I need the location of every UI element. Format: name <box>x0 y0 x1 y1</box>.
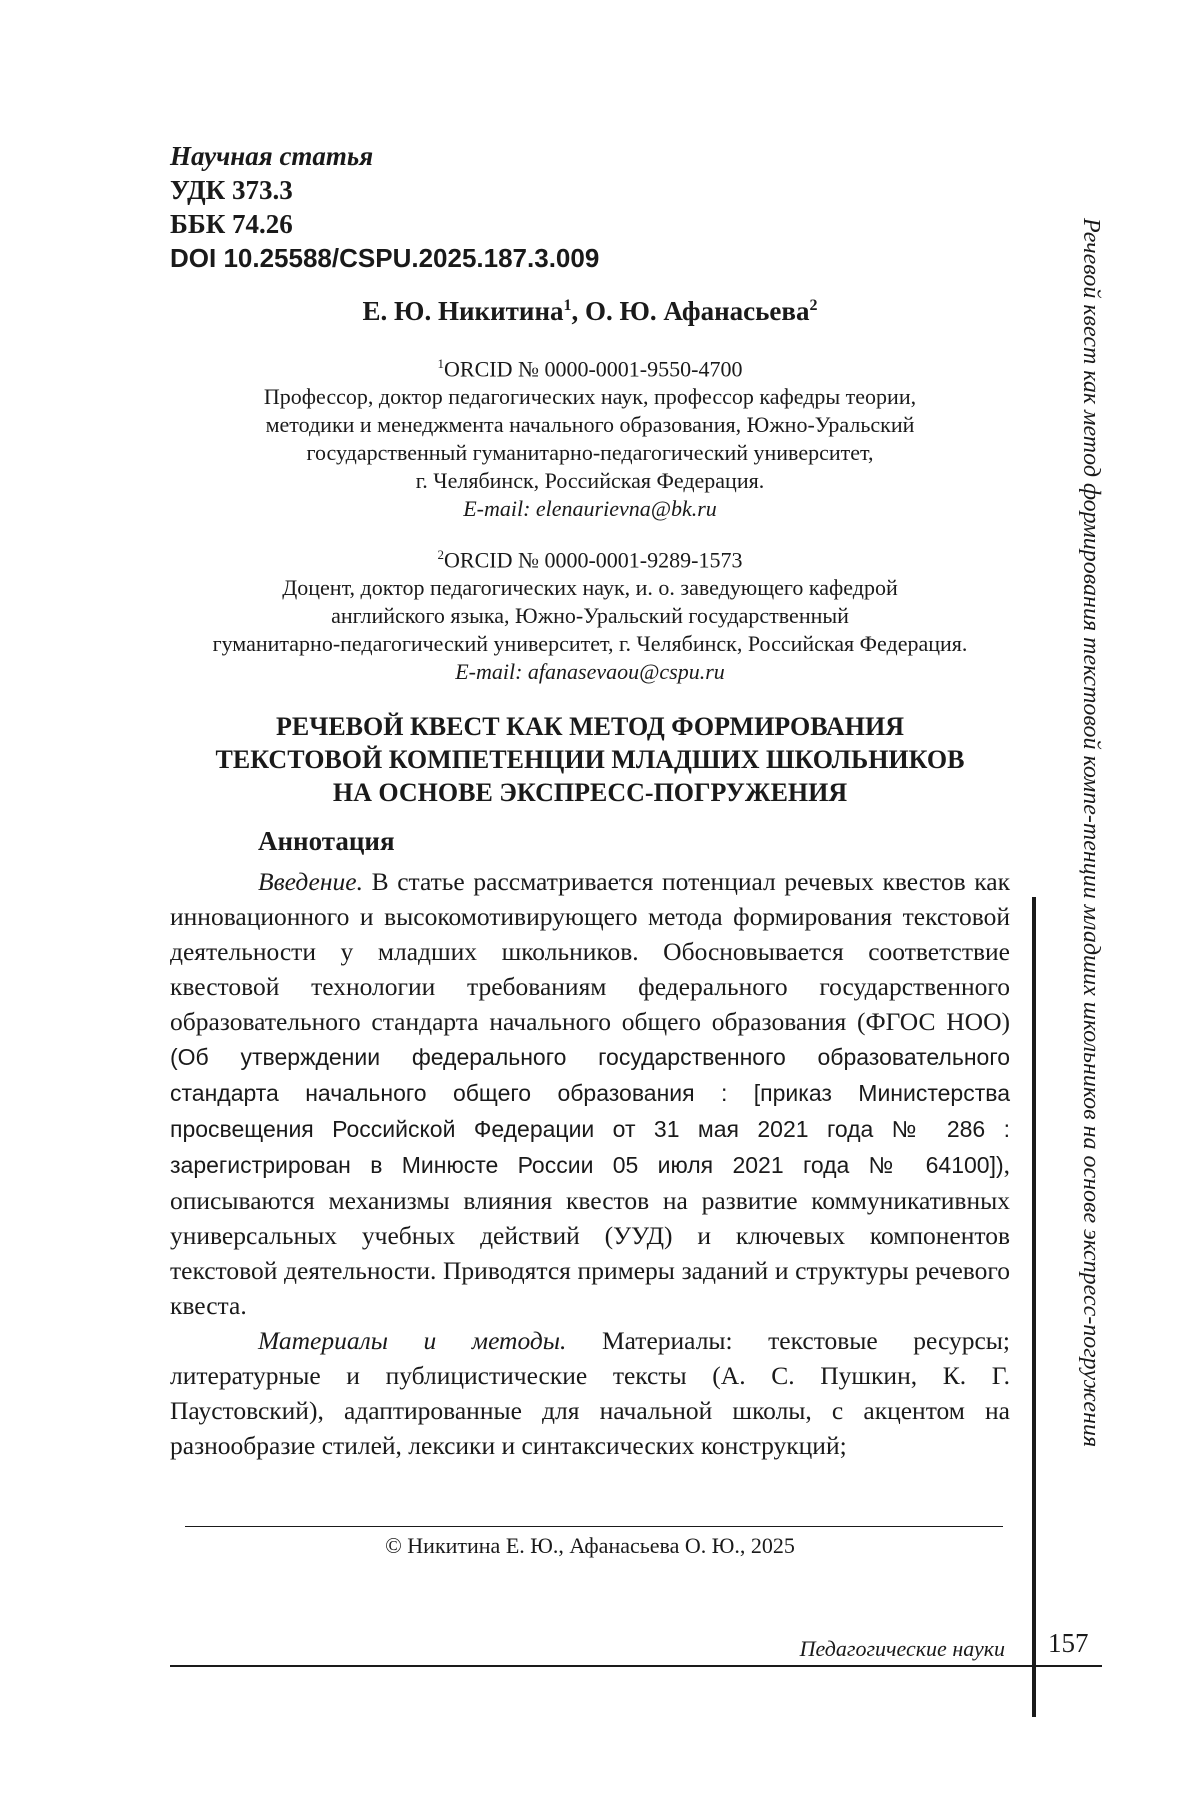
abstract-heading: Аннотация <box>258 826 395 857</box>
affiliation-2-line: гуманитарно-педагогический университет, г. Челябинск, Российская Федерация. <box>155 630 1025 658</box>
affiliation-2-marker: 2 <box>438 547 445 562</box>
bbk-code: ББК 74.26 <box>170 208 293 240</box>
affiliation-1-orcid-text: ORCID № 0000-0001-9550-4700 <box>444 356 742 381</box>
author-2-marker: 2 <box>809 297 817 314</box>
footnote-divider <box>185 1526 1003 1527</box>
intro-text: В статье рассматривается потенциал речевых квестов как инновационного и высокомотивирующего метода формирования текстовой деятельности у младших школьников. Обосновывается соответствие квестовой технологии требованиям федерального государственного образовательного стандарта начального общего образования (ФГОС НОО) <box>170 867 1010 1036</box>
affiliation-1-line: г. Челябинск, Российская Федерация. <box>155 467 1025 495</box>
fgos-reference: (Об утверждении федерального государственного образовательного стандарта начального общего образования : [приказ Министерства просвещения Российской Федерации от 31 мая 2021 года № 286 : зарегистрирован в Минюсте России 05 июля 2021 года № 64100]) <box>170 1044 1010 1178</box>
affiliation-1-marker: 1 <box>438 356 445 371</box>
affiliation-2-orcid <box>155 541 1025 574</box>
running-head-container <box>1070 218 1110 1478</box>
affiliation-1-email[interactable]: E-mail: elenaurievna@bk.ru <box>155 495 1025 523</box>
intro-label: Введение. <box>258 867 363 896</box>
footer-rule <box>170 1665 1102 1667</box>
affiliation-1 <box>155 350 1025 523</box>
affiliation-1-orcid <box>155 350 1025 383</box>
page-number: 157 <box>1048 1628 1089 1659</box>
affiliation-1-line: Профессор, доктор педагогических наук, профессор кафедры теории, <box>155 383 1025 411</box>
copyright-notice: © Никитина Е. Ю., Афанасьева О. Ю., 2025 <box>170 1533 1010 1559</box>
title-line: РЕЧЕВОЙ КВЕСТ КАК МЕТОД ФОРМИРОВАНИЯ <box>160 710 1020 743</box>
affiliation-2 <box>155 541 1025 686</box>
author-1-name: Е. Ю. Никитина <box>363 296 564 326</box>
authors-line <box>170 296 1010 327</box>
methods-text: Материалы: текстовые ресурсы; литературные и публицистические тексты (А. С. Пушкин, К. Г. Паустовский), адаптированные для начальной школы, с акцентом на разнообразие стилей, лексики и синтаксических конструкций; <box>170 1326 1010 1460</box>
title-line: ТЕКСТОВОЙ КОМПЕТЕНЦИИ МЛАДШИХ ШКОЛЬНИКОВ <box>160 743 1020 776</box>
affiliation-1-line: методики и менеджмента начального образования, Южно-Уральский <box>155 411 1025 439</box>
author-separator: , <box>572 296 586 326</box>
udk-code: УДК 373.3 <box>170 174 293 206</box>
intro-text-continued: , описываются механизмы влияния квестов на развитие коммуникативных универсальных учебных действий (УУД) и ключевых компонентов текстовой деятельности. Приводятся примеры заданий и структуры речевого квеста. <box>170 1150 1010 1320</box>
author-1-marker: 1 <box>564 297 572 314</box>
article-type: Научная статья <box>170 140 373 172</box>
author-2-name: О. Ю. Афанасьева <box>585 296 809 326</box>
footer-section-name: Педагогические науки <box>700 1636 1005 1662</box>
methods-label: Материалы и методы. <box>258 1326 566 1355</box>
margin-vertical-rule <box>1032 897 1036 1717</box>
abstract-body <box>170 864 1010 1463</box>
affiliation-1-line: государственный гуманитарно-педагогический университет, <box>155 439 1025 467</box>
doi: DOI 10.25588/CSPU.2025.187.3.009 <box>170 242 599 274</box>
title-line: НА ОСНОВЕ ЭКСПРЕСС-ПОГРУЖЕНИЯ <box>160 776 1020 809</box>
abstract-intro-paragraph <box>170 864 1010 1323</box>
affiliation-2-line: английского языка, Южно-Уральский государственный <box>155 602 1025 630</box>
affiliation-2-email[interactable]: E-mail: afanasevaou@cspu.ru <box>155 658 1025 686</box>
affiliation-2-orcid-text: ORCID № 0000-0001-9289-1573 <box>444 547 742 572</box>
abstract-methods-paragraph <box>170 1323 1010 1463</box>
affiliation-2-line: Доцент, доктор педагогических наук, и. о. заведующего кафедрой <box>155 574 1025 602</box>
running-head: Речевой квест как метод формирования текстовой компе-тенции младших школьников на основе экспресс-погружения <box>1077 218 1104 1478</box>
article-title <box>160 710 1020 809</box>
